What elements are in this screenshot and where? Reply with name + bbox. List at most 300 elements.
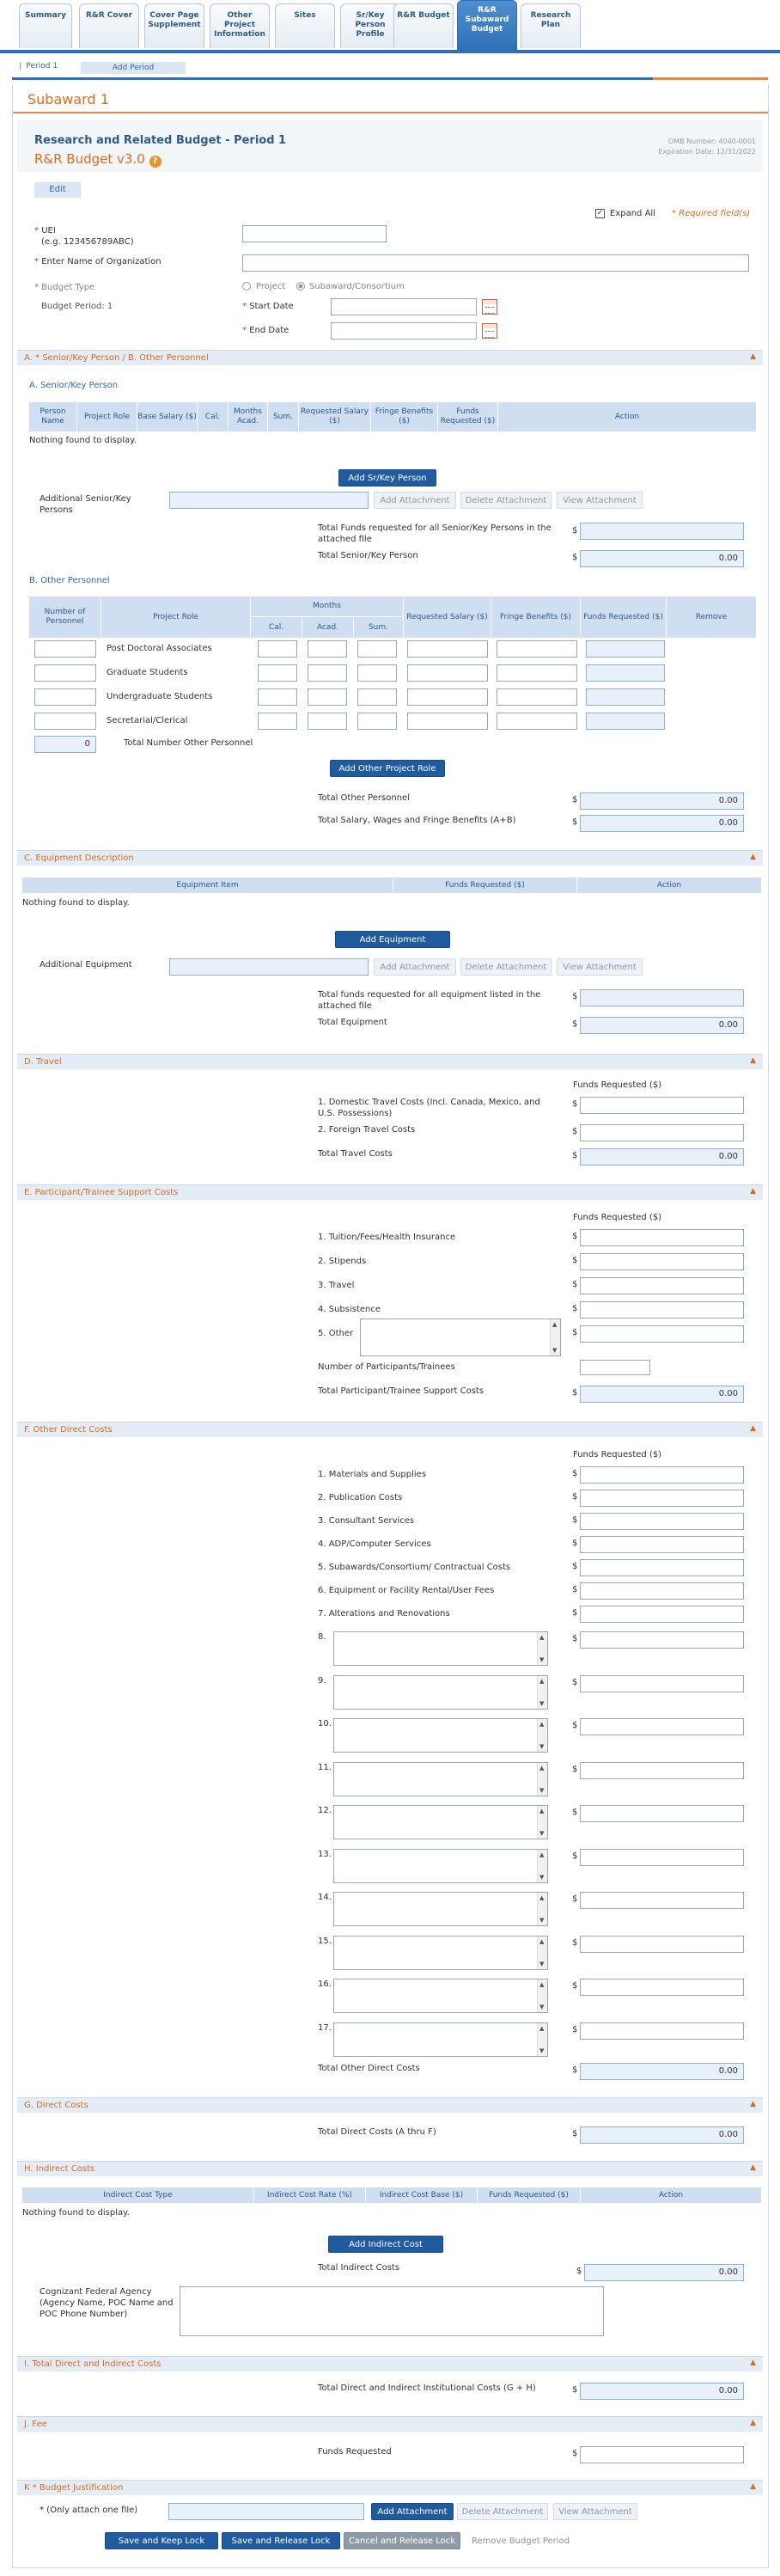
acad-months-input[interactable]	[308, 713, 347, 730]
tab-label: Sites	[294, 11, 316, 20]
expiration-date: Expiration Date: 12/31/2022	[658, 148, 756, 156]
edit-button[interactable]: Edit	[34, 182, 81, 198]
odc-numbered-label: 17.	[318, 2022, 332, 2033]
tab-period-1[interactable]	[17, 62, 58, 70]
expand-all-label: Expand All	[610, 209, 655, 218]
sum-months-input[interactable]	[357, 640, 397, 658]
dollar-sign: $	[572, 795, 578, 805]
uei-example: (e.g. 123456789ABC)	[41, 237, 134, 247]
help-icon[interactable]: ?	[149, 156, 161, 168]
cognizant-agency-textarea[interactable]	[180, 2286, 604, 2336]
section-a-b-title: A. * Senior/Key Person / B. Other Personnel	[24, 353, 209, 363]
foreign-travel-input[interactable]	[580, 1124, 744, 1141]
dollar-sign: $	[572, 1981, 578, 1991]
dollar-sign: $	[572, 2065, 578, 2075]
section-g-header[interactable]	[17, 2097, 763, 2113]
tab-label: Cover Page Supplement	[148, 11, 201, 29]
scroll-up-icon[interactable]: ▲	[539, 1851, 545, 1858]
scrollbar[interactable]	[537, 1763, 547, 1796]
scrollbar[interactable]	[537, 1937, 547, 1969]
funds-requested-input[interactable]	[586, 664, 665, 682]
col-person-name: Person Name	[29, 402, 77, 431]
radio-subaward[interactable]	[296, 282, 305, 291]
dollar-sign: $	[572, 2024, 578, 2034]
odc-description-textarea[interactable]	[333, 1805, 548, 1839]
col-funds: Funds Requested ($)	[478, 2187, 581, 2203]
view-attachment-button[interactable]: View Attachment	[557, 492, 643, 509]
dollar-sign: $	[572, 992, 578, 1001]
total-other-personnel-value: 0.00	[580, 792, 744, 810]
odc-numbered-input[interactable]	[580, 1805, 744, 1822]
dollar-sign: $	[572, 1019, 578, 1029]
scroll-down-icon[interactable]: ▼	[539, 1960, 545, 1967]
delete-attachment-button[interactable]: Delete Attachment	[460, 492, 551, 509]
total-number-label: Total Number Other Personnel	[124, 738, 253, 748]
cal-months-input[interactable]	[258, 640, 297, 658]
odc-description-textarea[interactable]	[333, 1849, 548, 1883]
dollar-sign: $	[572, 1304, 578, 1313]
scroll-up-icon[interactable]: ▲	[539, 1981, 545, 1988]
tab-summary[interactable]	[19, 3, 72, 48]
dollar-sign: $	[572, 1099, 578, 1109]
sum-months-input[interactable]	[357, 713, 397, 730]
project-role-label: Post Doctoral Associates	[107, 644, 212, 653]
justification-add-button[interactable]: Add Attachment	[371, 2503, 454, 2520]
total-odc-value: 0.00	[580, 2063, 744, 2080]
personnel-count-input[interactable]	[34, 640, 96, 658]
view-attachment-button[interactable]: View Attachment	[557, 958, 643, 976]
personnel-count-input[interactable]	[34, 688, 96, 706]
fringe-input[interactable]	[497, 640, 577, 658]
odc-item-label: 5. Subawards/Consortium/ Contractual Costs	[318, 1563, 511, 1572]
scroll-down-icon[interactable]: ▼	[552, 1347, 558, 1354]
col-sum: Sum.	[354, 617, 404, 638]
senior-attached-total-label: Total Funds requested for all Senior/Key Persons in the attached file	[318, 523, 551, 544]
budget-type-label: * Budget Type	[34, 283, 95, 292]
scroll-down-icon[interactable]: ▼	[539, 1743, 545, 1750]
tab-label: Sr/Key Person Profile	[355, 11, 386, 39]
total-equipment-value: 0.00	[580, 1017, 744, 1034]
senior-table-header	[29, 402, 756, 431]
cognizant-agency-label: Cognizant Federal Agency (Agency Name, POC Name and POC Phone Number)	[40, 2287, 174, 2319]
tab-label: Research Plan	[530, 11, 571, 29]
scrollbar[interactable]	[537, 1719, 547, 1752]
collapse-icon[interactable]: ▲	[750, 2100, 756, 2108]
odc-description-textarea[interactable]	[333, 1631, 548, 1666]
col-req-salary: Requested Salary ($)	[404, 597, 491, 638]
total-other-personnel-label: Total Other Personnel	[318, 793, 410, 803]
odc-numbered-input[interactable]	[580, 1979, 744, 1996]
cal-months-input[interactable]	[258, 688, 297, 706]
justification-view-button[interactable]: View Attachment	[553, 2503, 637, 2520]
page-title-bar	[12, 84, 768, 113]
total-travel-value: 0.00	[580, 1148, 744, 1166]
tab-other-project-information[interactable]	[210, 3, 270, 48]
senior-attached-total-input[interactable]	[580, 523, 744, 540]
radio-project-label: Project	[256, 282, 286, 291]
add-sr-key-person-button[interactable]: Add Sr/Key Person	[338, 469, 436, 486]
radio-subaward-label: Subaward/Consortium	[309, 282, 405, 291]
section-h-header[interactable]	[17, 2161, 763, 2176]
travel-funds-header: Funds Requested ($)	[573, 1080, 662, 1090]
fringe-input[interactable]	[497, 688, 577, 706]
scroll-up-icon[interactable]: ▲	[539, 1808, 545, 1814]
expand-all-checkbox[interactable]: ✓	[596, 209, 604, 217]
fringe-input[interactable]	[497, 664, 577, 682]
odc-item-input[interactable]	[580, 1559, 744, 1576]
col-cal: Cal.	[198, 402, 229, 431]
odc-item-input[interactable]	[580, 1490, 744, 1507]
scroll-down-icon[interactable]: ▼	[539, 1786, 545, 1794]
participant-item-input[interactable]	[580, 1229, 744, 1246]
fee-label: Funds Requested	[318, 2447, 392, 2457]
section-e-title: E. Participant/Trainee Support Costs	[24, 1188, 179, 1197]
dollar-sign: $	[572, 1808, 578, 1817]
tab-sr-key-person-profile[interactable]	[340, 3, 400, 48]
collapse-icon[interactable]: ▲	[750, 853, 756, 861]
odc-item-input[interactable]	[580, 1513, 744, 1530]
dollar-sign: $	[572, 1469, 578, 1478]
scroll-up-icon[interactable]: ▲	[539, 1721, 545, 1728]
odc-item-label: 6. Equipment or Facility Rental/User Fees	[318, 1586, 495, 1595]
collapse-icon[interactable]: ▲	[750, 2163, 756, 2172]
total-equipment-label: Total Equipment	[318, 1018, 387, 1027]
section-i-header[interactable]	[17, 2356, 763, 2371]
odc-numbered-label: 8.	[318, 1632, 326, 1642]
scrollbar[interactable]	[550, 1319, 560, 1355]
col-fringe: Fringe Benefits ($)	[371, 402, 438, 431]
odc-description-textarea[interactable]	[333, 1936, 548, 1970]
section-e-header[interactable]	[17, 1184, 763, 1200]
odc-numbered-input[interactable]	[580, 1675, 744, 1692]
odc-numbered-label: 9.	[318, 1675, 326, 1686]
calendar-icon[interactable]	[482, 323, 497, 339]
scroll-up-icon[interactable]: ▲	[552, 1321, 558, 1328]
tab-underline	[0, 50, 780, 53]
total-direct-value: 0.00	[580, 2126, 744, 2144]
scrollbar[interactable]	[537, 1979, 547, 2012]
dollar-sign: $	[572, 1585, 578, 1594]
project-role-label: Secretarial/Clerical	[107, 716, 188, 725]
odc-description-textarea[interactable]	[333, 1718, 548, 1753]
add-other-project-role-button[interactable]: Add Other Project Role	[330, 760, 445, 777]
odc-item-input[interactable]	[580, 1536, 744, 1553]
tab-rr-cover[interactable]	[79, 3, 139, 48]
end-date-label: * End Date	[242, 326, 289, 335]
scrollbar[interactable]	[537, 1850, 547, 1882]
participant-item-input[interactable]	[580, 1325, 744, 1343]
scroll-down-icon[interactable]: ▼	[539, 1917, 545, 1924]
remove-budget-period-button[interactable]: Remove Budget Period	[464, 2532, 577, 2549]
dollar-sign: $	[572, 2385, 578, 2395]
odc-description-textarea[interactable]	[333, 1892, 548, 1926]
odc-numbered-input[interactable]	[580, 1762, 744, 1779]
fringe-input[interactable]	[497, 713, 577, 730]
section-f-header[interactable]	[17, 1422, 763, 1437]
scrollbar[interactable]	[537, 1806, 547, 1839]
requested-salary-input[interactable]	[407, 713, 488, 730]
section-d-header[interactable]	[17, 1054, 763, 1069]
save-release-lock-button[interactable]: Save and Release Lock	[222, 2532, 340, 2549]
senior-total-label: Total Senior/Key Person	[318, 551, 418, 560]
col-equipment-item: Equipment Item	[22, 878, 393, 893]
start-date-label: * Start Date	[242, 302, 294, 311]
tab-period-1-label: Period 1	[26, 62, 58, 70]
form-header	[17, 120, 763, 172]
col-indirect-type: Indirect Cost Type	[22, 2187, 254, 2203]
participant-item-label: 2. Stipends	[318, 1257, 367, 1266]
equipment-attached-total-label: Total funds requested for all equipment listed in the attached file	[318, 990, 541, 1011]
collapse-icon[interactable]: ▲	[750, 2419, 756, 2427]
section-d-title: D. Travel	[24, 1057, 62, 1067]
requested-salary-input[interactable]	[407, 688, 488, 706]
dollar-sign: $	[572, 1937, 578, 1948]
total-indirect-value: 0.00	[584, 2264, 744, 2281]
scrollbar[interactable]	[537, 1676, 547, 1709]
odc-numbered-label: 12.	[318, 1806, 332, 1815]
scroll-up-icon[interactable]: ▲	[539, 2024, 545, 2032]
delete-attachment-button[interactable]: Delete Attachment	[460, 958, 551, 976]
cal-months-input[interactable]	[258, 713, 297, 730]
collapse-icon[interactable]: ▲	[750, 352, 756, 361]
org-label: * Enter Name of Organization	[34, 257, 161, 266]
col-number: Number of Personnel	[29, 597, 101, 638]
org-label-text: Enter Name of Organization	[41, 257, 161, 266]
collapse-icon[interactable]: ▲	[750, 2359, 756, 2367]
col-months-acad: Months Acad.	[229, 402, 268, 431]
tab-rr-subaward-budget[interactable]	[457, 0, 517, 52]
scroll-down-icon[interactable]: ▼	[539, 1830, 545, 1837]
odc-numbered-label: 14.	[318, 1893, 332, 1902]
section-k-header[interactable]	[17, 2480, 763, 2495]
scroll-down-icon[interactable]: ▼	[539, 1699, 545, 1707]
odc-numbered-input[interactable]	[580, 1631, 744, 1649]
dollar-sign: $	[572, 526, 578, 535]
organization-input[interactable]	[242, 254, 749, 272]
requested-salary-input[interactable]	[407, 664, 488, 682]
scroll-down-icon[interactable]: ▼	[539, 1873, 545, 1881]
col-funds: Funds Requested ($)	[393, 878, 577, 893]
odc-item-label: 2. Publication Costs	[318, 1493, 403, 1502]
total-salary-label: Total Salary, Wages and Fringe Benefits (A+B)	[318, 816, 516, 825]
funds-requested-input[interactable]	[586, 640, 665, 658]
odc-numbered-input[interactable]	[580, 1849, 744, 1866]
odc-numbered-label: 11.	[318, 1762, 332, 1772]
tab-cover-page-supplement[interactable]	[144, 3, 204, 48]
num-participants-label: Number of Participants/Trainees	[318, 1362, 455, 1372]
dollar-sign: $	[572, 1539, 578, 1548]
section-h-title: H. Indirect Costs	[24, 2164, 95, 2174]
odc-item-label: 4. ADP/Computer Services	[318, 1539, 431, 1549]
scroll-up-icon[interactable]: ▲	[539, 1937, 545, 1945]
collapse-icon[interactable]: ▲	[750, 2482, 756, 2491]
requested-salary-input[interactable]	[407, 640, 488, 658]
section-c-header[interactable]	[17, 850, 763, 866]
add-period-label: Add Period	[112, 64, 155, 72]
odc-description-textarea[interactable]	[333, 1979, 548, 2013]
col-acad: Acad.	[302, 617, 354, 638]
cal-months-input[interactable]	[258, 664, 297, 682]
col-funds: Funds Requested ($)	[581, 597, 667, 638]
total-odc-label: Total Other Direct Costs	[318, 2064, 420, 2073]
budget-period: Budget Period: 1	[41, 302, 113, 311]
odc-description-textarea[interactable]	[333, 1675, 548, 1710]
acad-months-input[interactable]	[308, 664, 347, 682]
scroll-up-icon[interactable]: ▲	[539, 1634, 545, 1641]
col-role: Project Role	[101, 597, 251, 638]
dollar-sign: $	[572, 1608, 578, 1618]
scrollbar[interactable]	[537, 1632, 547, 1665]
odc-numbered-input[interactable]	[580, 1892, 744, 1909]
num-participants-input[interactable]	[580, 1360, 650, 1375]
acad-months-input[interactable]	[308, 640, 347, 658]
odc-numbered-input[interactable]	[580, 1936, 744, 1953]
accent-strip	[653, 77, 768, 80]
end-date-input[interactable]	[331, 322, 477, 340]
add-attachment-button[interactable]: Add Attachment	[374, 492, 456, 509]
other-personnel-subheading: B. Other Personnel	[29, 576, 110, 585]
participant-funds-header: Funds Requested ($)	[573, 1213, 662, 1222]
equipment-attached-total-input[interactable]	[580, 989, 744, 1007]
omb-number: OMB Number: 4040-0001	[667, 138, 756, 145]
justification-label	[40, 2505, 137, 2516]
sum-months-input[interactable]	[357, 688, 397, 706]
participant-item-label: 4. Subsistence	[318, 1305, 381, 1314]
equipment-table-header	[22, 878, 761, 893]
dollar-sign: $	[572, 1721, 578, 1730]
participant-item-label: 1. Tuition/Fees/Health Insurance	[318, 1233, 456, 1242]
cancel-release-lock-button[interactable]: Cancel and Release Lock	[344, 2532, 460, 2549]
section-g-title: G. Direct Costs	[24, 2101, 88, 2110]
odc-numbered-label: 13.	[318, 1849, 332, 1859]
page-title: Subaward 1	[27, 91, 109, 107]
start-date-label-text: Start Date	[249, 302, 294, 311]
collapse-icon[interactable]: ▲	[750, 1187, 756, 1196]
indirect-empty-message: Nothing found to display.	[22, 2208, 130, 2218]
odc-numbered-input[interactable]	[580, 1718, 744, 1735]
acad-months-input[interactable]	[308, 688, 347, 706]
sum-months-input[interactable]	[357, 664, 397, 682]
active-marker: ❘	[17, 62, 24, 70]
section-a-b-header[interactable]	[17, 350, 763, 365]
section-k-title: K * Budget Justification	[24, 2483, 124, 2493]
dollar-sign: $	[572, 1388, 578, 1398]
scroll-down-icon[interactable]: ▼	[539, 2004, 545, 2010]
total-travel-label: Total Travel Costs	[318, 1149, 393, 1159]
total-di-value: 0.00	[580, 2383, 744, 2400]
fee-input[interactable]	[580, 2446, 744, 2463]
additional-senior-file[interactable]	[169, 492, 369, 509]
justification-file[interactable]	[168, 2503, 364, 2520]
tab-label: R&R Budget	[397, 11, 450, 20]
add-period-button[interactable]	[81, 62, 186, 74]
justification-delete-button[interactable]: Delete Attachment	[457, 2503, 548, 2520]
participant-item-input[interactable]	[580, 1277, 744, 1294]
tab-sites[interactable]	[275, 3, 335, 48]
senior-total-value: 0.00	[580, 550, 744, 567]
scroll-down-icon[interactable]: ▼	[539, 2047, 545, 2054]
odc-item-input[interactable]	[580, 1582, 744, 1600]
justification-label-text: * (Only attach one file)	[40, 2506, 138, 2515]
col-action: Action	[658, 2190, 684, 2200]
col-funds-requested: Funds Requested ($)	[438, 402, 498, 431]
scrollbar[interactable]	[537, 1893, 547, 1925]
add-equipment-button[interactable]: Add Equipment	[335, 931, 450, 948]
scroll-up-icon[interactable]: ▲	[539, 1764, 545, 1771]
domestic-travel-input[interactable]	[580, 1097, 744, 1114]
dollar-sign: $	[576, 2267, 582, 2276]
dollar-sign: $	[572, 1894, 578, 1904]
scroll-down-icon[interactable]: ▼	[539, 1656, 545, 1663]
participant-item-label: 5. Other	[318, 1329, 354, 1338]
scrollbar[interactable]	[537, 2023, 547, 2056]
radio-project[interactable]	[242, 282, 251, 291]
tab-rr-budget[interactable]	[393, 3, 454, 48]
participant-item-input[interactable]	[580, 1301, 744, 1319]
col-cal: Cal.	[251, 617, 302, 638]
dollar-sign: $	[572, 2129, 578, 2139]
additional-equipment-file[interactable]	[169, 958, 369, 976]
section-j-header[interactable]	[17, 2416, 763, 2432]
dollar-sign: $	[572, 1562, 578, 1571]
other-personnel-header	[29, 597, 756, 638]
collapse-icon[interactable]: ▲	[750, 1056, 756, 1065]
personnel-count-input[interactable]	[34, 713, 96, 730]
uei-label-text: UEI	[41, 226, 56, 236]
save-keep-lock-button[interactable]: Save and Keep Lock	[105, 2532, 218, 2549]
odc-numbered-label: 16.	[318, 1979, 332, 1989]
odc-item-input[interactable]	[580, 1606, 744, 1623]
add-indirect-cost-button[interactable]: Add Indirect Cost	[328, 2236, 443, 2253]
tab-research-plan[interactable]	[521, 3, 581, 48]
odc-description-textarea[interactable]	[333, 2022, 548, 2057]
foreign-travel-label: 2. Foreign Travel Costs	[318, 1125, 416, 1135]
col-base-salary: Base Salary ($)	[137, 402, 198, 431]
odc-description-textarea[interactable]	[333, 1762, 548, 1796]
total-participant-value: 0.00	[580, 1386, 744, 1403]
other-participant-textarea[interactable]	[360, 1319, 561, 1356]
domestic-travel-label: 1. Domestic Travel Costs (Incl. Canada, Mexico, and U.S. Possessions)	[318, 1098, 540, 1118]
tab-label: Summary	[24, 11, 67, 20]
start-date-input[interactable]	[331, 298, 477, 315]
dollar-sign: $	[572, 1634, 578, 1643]
personnel-count-input[interactable]	[34, 664, 96, 682]
form-version: R&R Budget v3.0	[34, 151, 145, 167]
odc-numbered-input[interactable]	[580, 2022, 744, 2040]
dollar-sign: $	[572, 1280, 578, 1289]
participant-item-input[interactable]	[580, 1253, 744, 1270]
collapse-icon[interactable]: ▲	[750, 1424, 756, 1433]
scroll-up-icon[interactable]: ▲	[539, 1894, 545, 1901]
funds-requested-input[interactable]	[586, 713, 665, 730]
senior-empty-message: Nothing found to display.	[29, 436, 137, 445]
odc-item-input[interactable]	[580, 1466, 744, 1484]
add-attachment-button[interactable]: Add Attachment	[374, 958, 456, 976]
project-role-label: Graduate Students	[107, 668, 188, 677]
dollar-sign: $	[572, 553, 578, 562]
dollar-sign: $	[572, 1677, 578, 1687]
scroll-up-icon[interactable]: ▲	[539, 1677, 545, 1685]
calendar-icon[interactable]	[482, 299, 497, 315]
col-remove: Remove	[695, 612, 728, 621]
tab-label: R&R Cover	[85, 11, 133, 20]
dollar-sign: $	[572, 1127, 578, 1136]
dollar-sign: $	[572, 1492, 578, 1502]
funds-requested-input[interactable]	[586, 688, 665, 706]
col-months: Months	[251, 597, 404, 617]
col-action: Action	[656, 880, 682, 890]
uei-input[interactable]	[242, 225, 387, 242]
